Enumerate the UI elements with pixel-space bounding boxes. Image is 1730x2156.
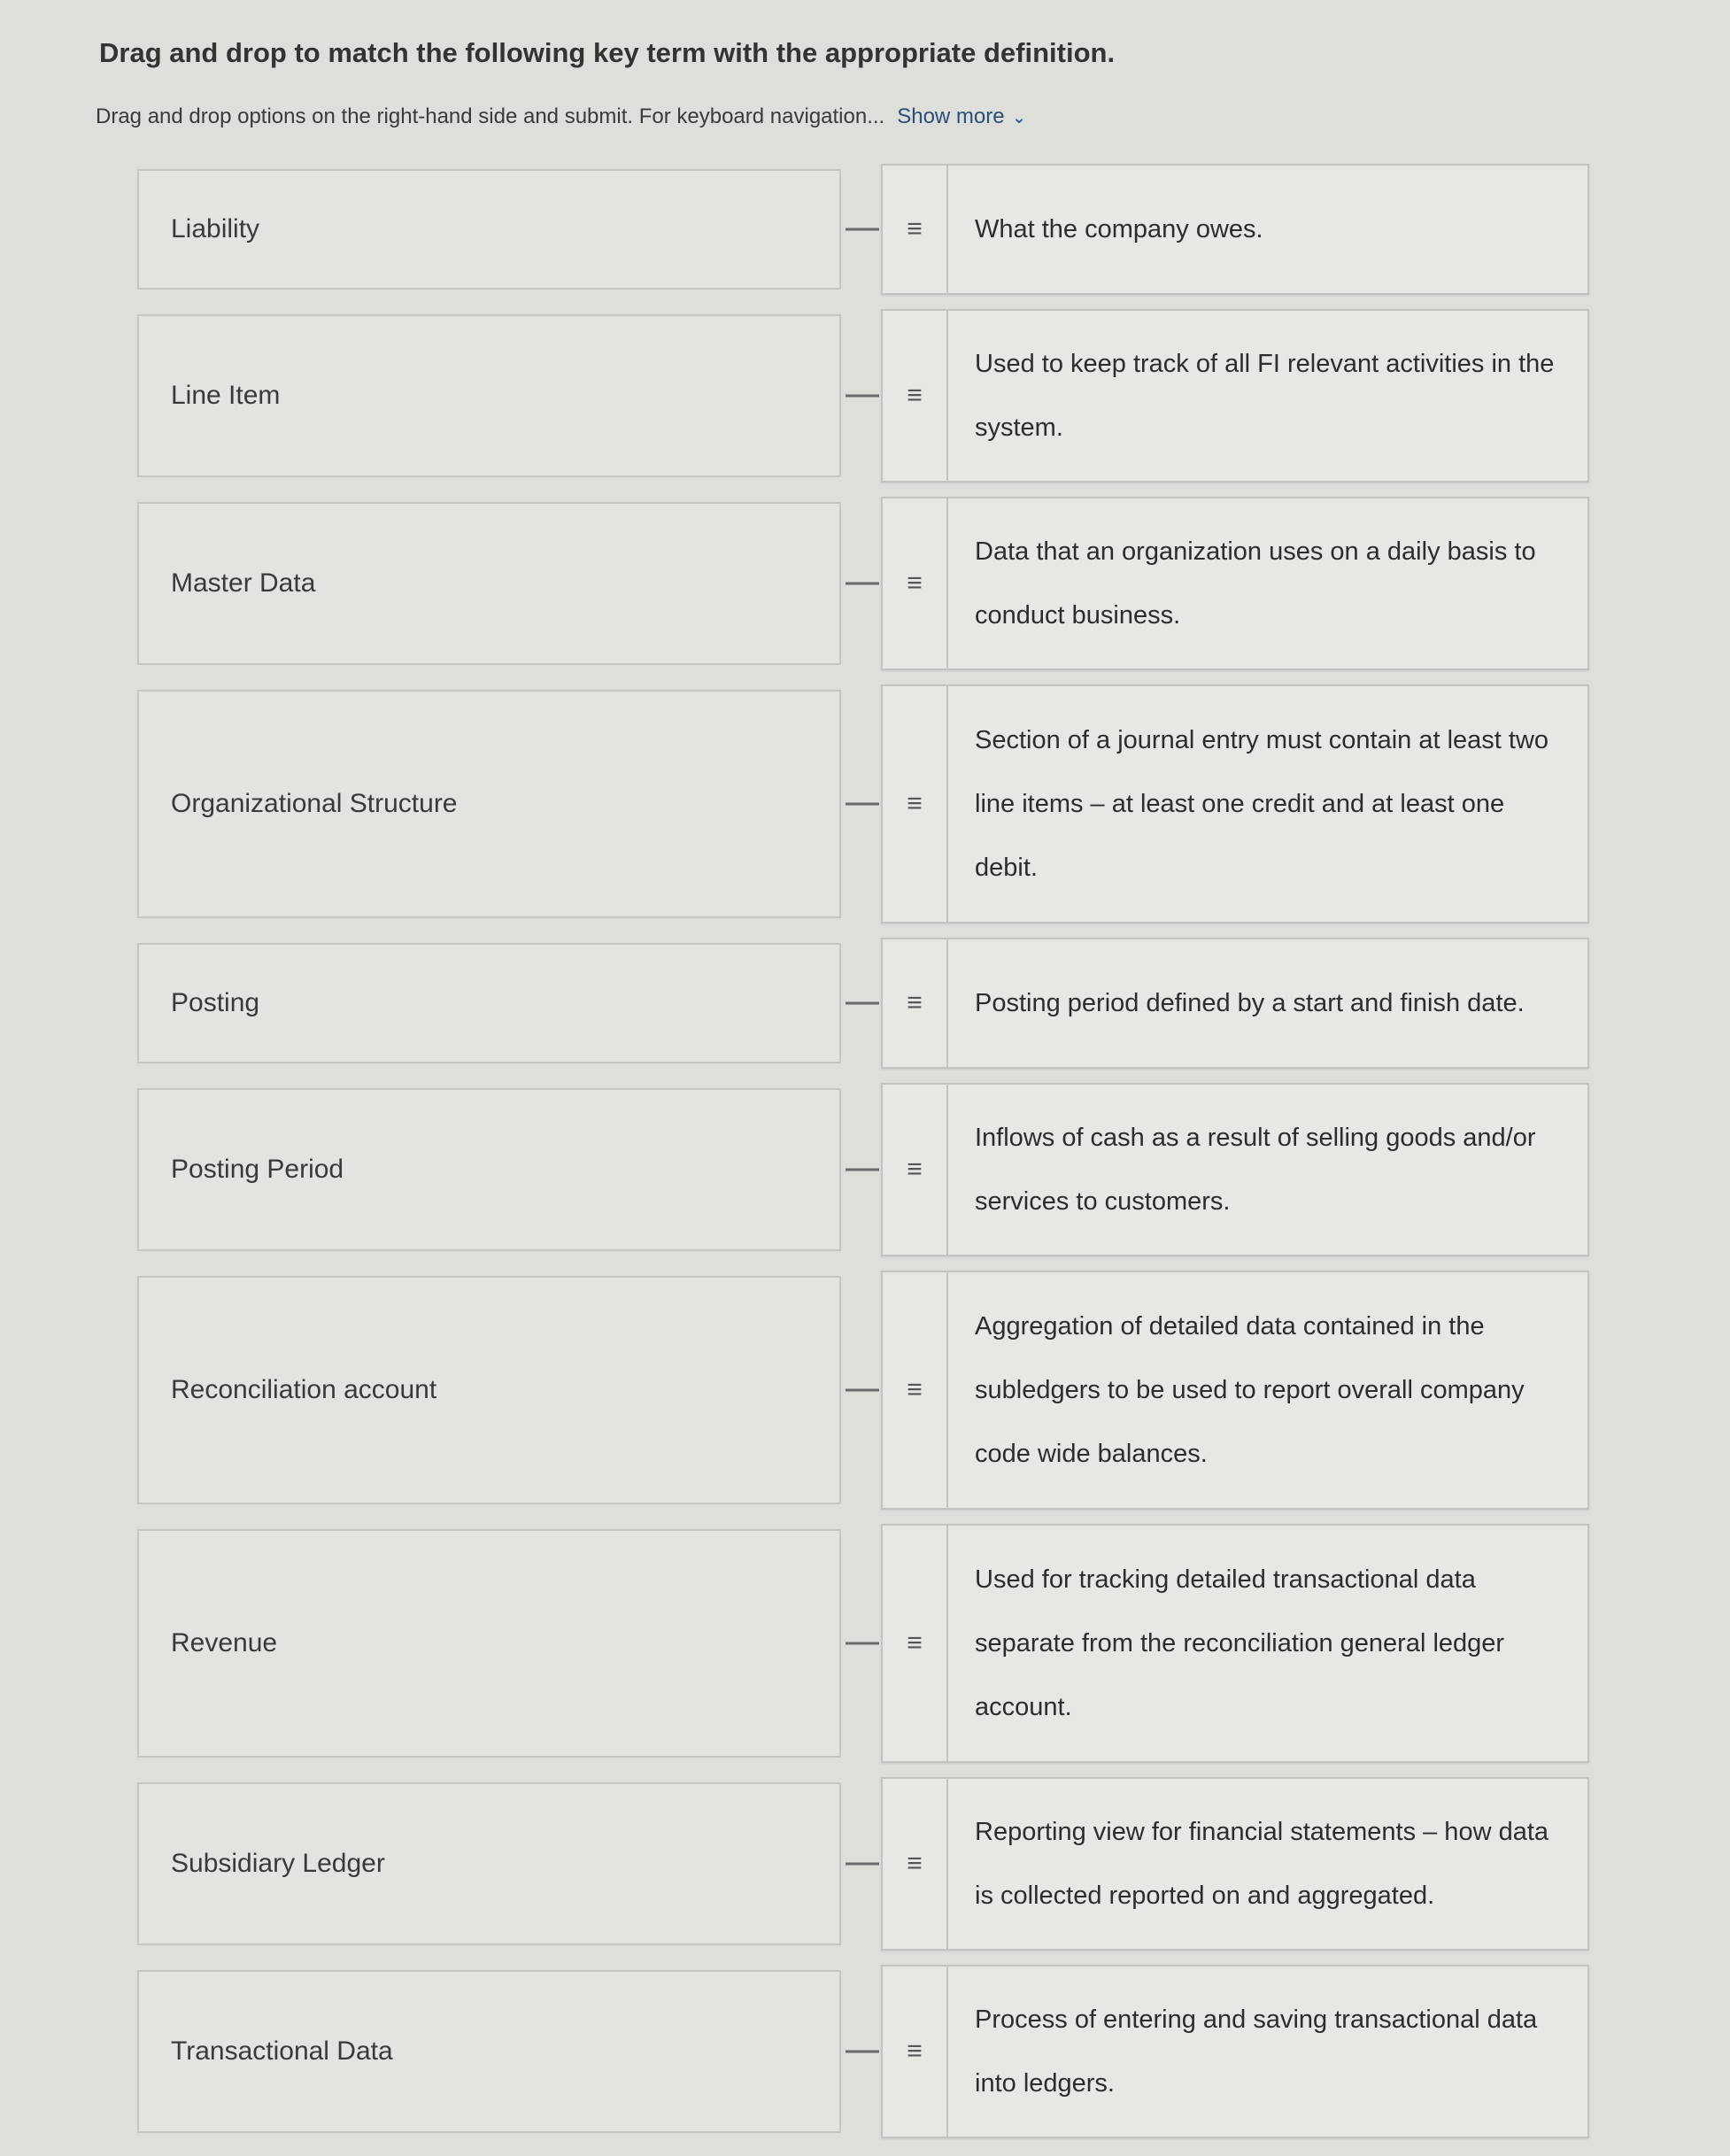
connector-line [846,1389,879,1392]
drag-handle-icon[interactable]: ≡ [883,1526,948,1761]
drag-handle-icon[interactable]: ≡ [883,1967,948,2137]
match-row [137,497,1589,670]
show-more-label: Show more [897,104,1005,128]
definition-text: Used to keep track of all FI relevant activities in the system. [975,350,1555,442]
term-slot: Reconciliation account [137,1276,841,1504]
match-row [137,309,1589,483]
definition-text: Aggregation of detailed data contained in the subledgers to be used to report overall company code wide balances. [975,1312,1525,1468]
match-rows [137,164,1589,2152]
term-slot: Posting Period [137,1088,841,1251]
connector-line [846,803,879,806]
connector-line [846,583,879,585]
definition-text: What the company owes. [975,215,1263,243]
definition-card[interactable] [881,684,1589,923]
definition-card[interactable] [881,497,1589,670]
drag-handle-icon[interactable]: ≡ [883,1779,948,1949]
connector-line [846,395,879,398]
term-slot: Posting [137,943,841,1063]
connector-line [846,228,879,231]
definition-text: Data that an organization uses on a daily basis to conduct business. [975,537,1536,630]
definition-card[interactable] [881,1965,1589,2138]
definition-text: Inflows of cash as a result of selling goods and/or services to customers. [975,1124,1536,1216]
drag-handle-icon[interactable]: ≡ [883,311,948,481]
definition-card[interactable] [881,1083,1589,1256]
match-row [137,684,1589,923]
drag-handle-icon[interactable]: ≡ [883,498,948,668]
page-title: Drag and drop to match the following key term with the appropriate definition. [99,37,1116,68]
term-slot: Line Item [137,314,841,477]
drag-handle-icon[interactable]: ≡ [883,1272,948,1508]
drag-handle-icon[interactable]: ≡ [883,686,948,922]
term-slot: Master Data [137,502,841,665]
term-slot: Revenue [137,1529,841,1758]
match-row [137,164,1589,295]
term-slot: Organizational Structure [137,690,841,918]
connector-line [846,1642,879,1645]
term-slot: Liability [137,169,841,290]
definition-card[interactable] [881,1524,1589,1763]
term-slot: Subsidiary Ledger [137,1782,841,1945]
definition-card[interactable] [881,1777,1589,1951]
chevron-down-icon: ⌄ [1011,107,1027,128]
definition-card[interactable] [881,938,1589,1069]
definition-text: Used for tracking detailed transactional data separate from the reconciliation general ledger account. [975,1565,1505,1721]
match-row [137,1524,1589,1763]
drag-handle-icon[interactable]: ≡ [883,1085,948,1255]
connector-line [846,1169,879,1171]
instructions [96,104,1026,129]
connector-line [846,1002,879,1005]
match-row [137,938,1589,1069]
match-row [137,1083,1589,1256]
instructions-text: Drag and drop options on the right-hand side and submit. For keyboard navigation... [96,104,885,128]
definition-text: Posting period defined by a start and finish date. [975,989,1525,1017]
definition-card[interactable] [881,1271,1589,1510]
show-more-link[interactable] [897,104,1026,129]
match-row [137,1271,1589,1510]
term-slot: Transactional Data [137,1970,841,2133]
definition-card[interactable] [881,309,1589,483]
match-row [137,1777,1589,1951]
match-row [137,1965,1589,2138]
drag-handle-icon[interactable]: ≡ [883,166,948,293]
definition-card[interactable] [881,164,1589,295]
definition-text: Reporting view for financial statements – how data is collected reported on and aggregated. [975,1818,1549,1910]
connector-line [846,1863,879,1866]
drag-handle-icon[interactable]: ≡ [883,939,948,1067]
definition-text: Process of entering and saving transactional data into ledgers. [975,2005,1538,2098]
definition-text: Section of a journal entry must contain at least two line items – at least one credit and at least one debit. [975,726,1549,882]
connector-line [846,2051,879,2053]
